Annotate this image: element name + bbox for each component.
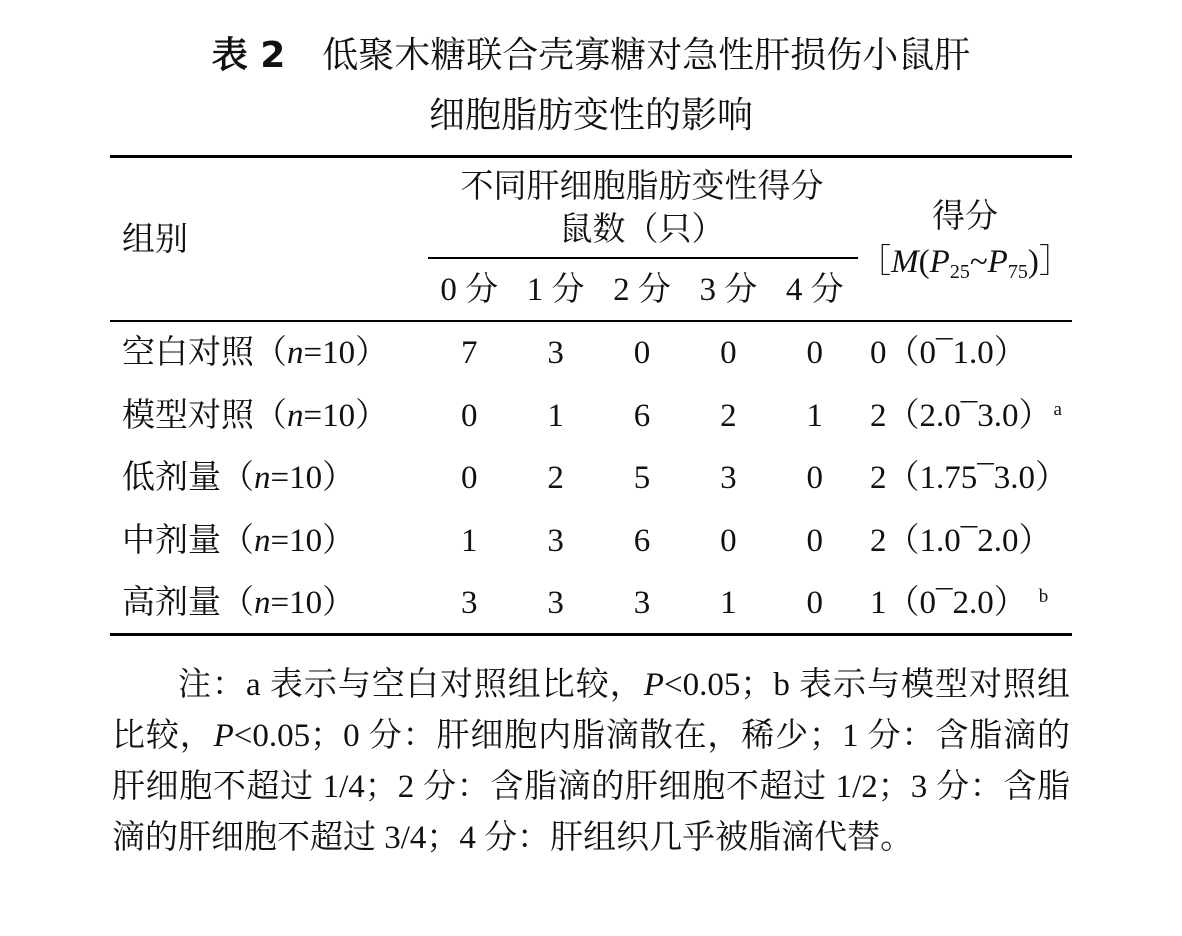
cell-count-0: 0 (460, 397, 478, 434)
significance-mark: a (1053, 398, 1062, 420)
stat-separator: ~ (969, 244, 988, 280)
sample-size-value: =10） (270, 522, 356, 559)
stat-close-bracket: )］ (1027, 244, 1072, 280)
stat-open-bracket: ［ (858, 244, 892, 280)
bottom-rule (110, 633, 1072, 636)
median-value: 0（0¯1.0） (869, 335, 1027, 371)
median-value: 2（2.0¯3.0） (869, 397, 1052, 434)
sample-size-symbol: n (254, 460, 271, 496)
significance-mark: b (1038, 586, 1049, 607)
cell-group (110, 331, 426, 375)
header-rule (110, 320, 1072, 322)
header-group: 组别 (122, 222, 188, 258)
cell-median (858, 519, 1072, 563)
cell-count-1: 3 (547, 335, 564, 371)
table-row (110, 394, 1072, 438)
header-median: 得分 (932, 199, 998, 235)
cell-count-1: 2 (547, 460, 564, 496)
table-title: 低聚木糖联合壳寡糖对急性肝损伤小鼠肝 (322, 35, 971, 75)
table-row (110, 456, 1072, 500)
group-name: 中剂量（ (122, 522, 254, 559)
cell-median (858, 331, 1072, 375)
stat-paren-open: ( (918, 244, 930, 280)
cell-count-0: 7 (460, 335, 478, 371)
cell-count-3: 0 (720, 522, 737, 559)
caption-line-2: 细胞脂肪变性的影响 (428, 95, 753, 135)
cell-count-2: 0 (633, 335, 651, 371)
cell-count-2: 3 (633, 585, 651, 621)
cell-count-3: 0 (720, 335, 737, 371)
group-name: 高剂量（ (122, 585, 254, 621)
sample-size-value: =10） (303, 335, 389, 371)
header-score-3: 3 分 (699, 272, 758, 308)
header-score-1: 1 分 (526, 272, 585, 308)
header-median-stat (858, 240, 1072, 284)
stat-symbol-p-high: P (987, 244, 1008, 280)
group-header-rule (428, 257, 858, 259)
cell-count-0: 0 (460, 460, 478, 496)
cell-count-4: 0 (806, 460, 823, 496)
sample-size-symbol: n (287, 335, 304, 371)
cell-count-1: 3 (547, 585, 564, 621)
sample-size-symbol: n (287, 397, 304, 434)
group-name: 模型对照（ (122, 397, 287, 434)
header-score-2: 2 分 (613, 272, 671, 308)
sample-size-symbol: n (254, 522, 271, 559)
header-score-4: 4 分 (785, 272, 844, 308)
cell-count-2: 6 (633, 522, 651, 559)
footnote-text-1: 注：a 表示与空白对照组比较， (178, 667, 644, 703)
cell-count-0: 1 (460, 522, 478, 559)
sample-size-value: =10） (270, 460, 356, 496)
footnote-text-3: <0.05；0 分：肝细胞内脂滴散在，稀少；1 分：含脂滴的肝细胞不超过 1/4；2 分：含脂滴的肝细胞不超过 1/2；3 分：含脂滴的肝细胞不超过 3/4；4 分：肝组织几乎被脂滴代替。 (112, 718, 1070, 856)
cell-group (110, 519, 426, 563)
cell-count-4: 0 (806, 522, 823, 559)
footnote-p-symbol: P (213, 718, 234, 754)
cell-count-3: 2 (720, 397, 737, 434)
footnote-text-2: <0.05；b 表示与模型对照组比较， (112, 667, 1070, 754)
sample-size-value: =10） (270, 585, 356, 621)
table-row (110, 581, 1072, 625)
caption-line-1 (0, 30, 1182, 81)
cell-count-3: 3 (720, 460, 737, 496)
table-label: 表 2 (211, 35, 286, 76)
group-name: 低剂量（ (122, 460, 254, 496)
cell-count-2: 5 (633, 460, 651, 496)
stat-high-percentile: 75 (1007, 261, 1028, 283)
cell-count-0: 3 (460, 585, 478, 621)
cell-group (110, 394, 426, 438)
cell-count-4: 1 (806, 397, 823, 434)
cell-count-1: 1 (547, 397, 564, 434)
cell-median (858, 456, 1072, 500)
group-name: 空白对照（ (122, 335, 287, 371)
header-count-title: 不同肝细胞脂肪变性得分 (460, 169, 824, 205)
median-value: 2（1.75¯3.0） (869, 460, 1068, 496)
stat-symbol-p-low: P (929, 244, 950, 280)
top-rule (110, 155, 1072, 158)
cell-median (858, 394, 1072, 438)
table-row (110, 519, 1072, 563)
cell-count-2: 6 (633, 397, 651, 434)
cell-count-1: 3 (547, 522, 564, 559)
median-value: 2（1.0¯2.0） (869, 522, 1052, 559)
header-score-0: 0 分 (440, 272, 499, 308)
cell-count-4: 0 (806, 335, 823, 371)
cell-median (858, 581, 1072, 625)
cell-count-3: 1 (720, 585, 737, 621)
header-count-unit: 鼠数（只） (559, 212, 725, 248)
table-row (110, 331, 1072, 375)
table-footnote (112, 660, 1070, 864)
stat-low-percentile: 25 (949, 261, 970, 283)
stat-symbol-m: M (891, 244, 919, 280)
cell-group (110, 581, 426, 625)
footnote-p-symbol: P (643, 667, 664, 703)
sample-size-value: =10） (303, 397, 389, 434)
sample-size-symbol: n (254, 585, 271, 621)
cell-count-4: 0 (806, 585, 823, 621)
cell-group (110, 456, 426, 500)
median-value: 1（0¯2.0） (869, 585, 1027, 621)
